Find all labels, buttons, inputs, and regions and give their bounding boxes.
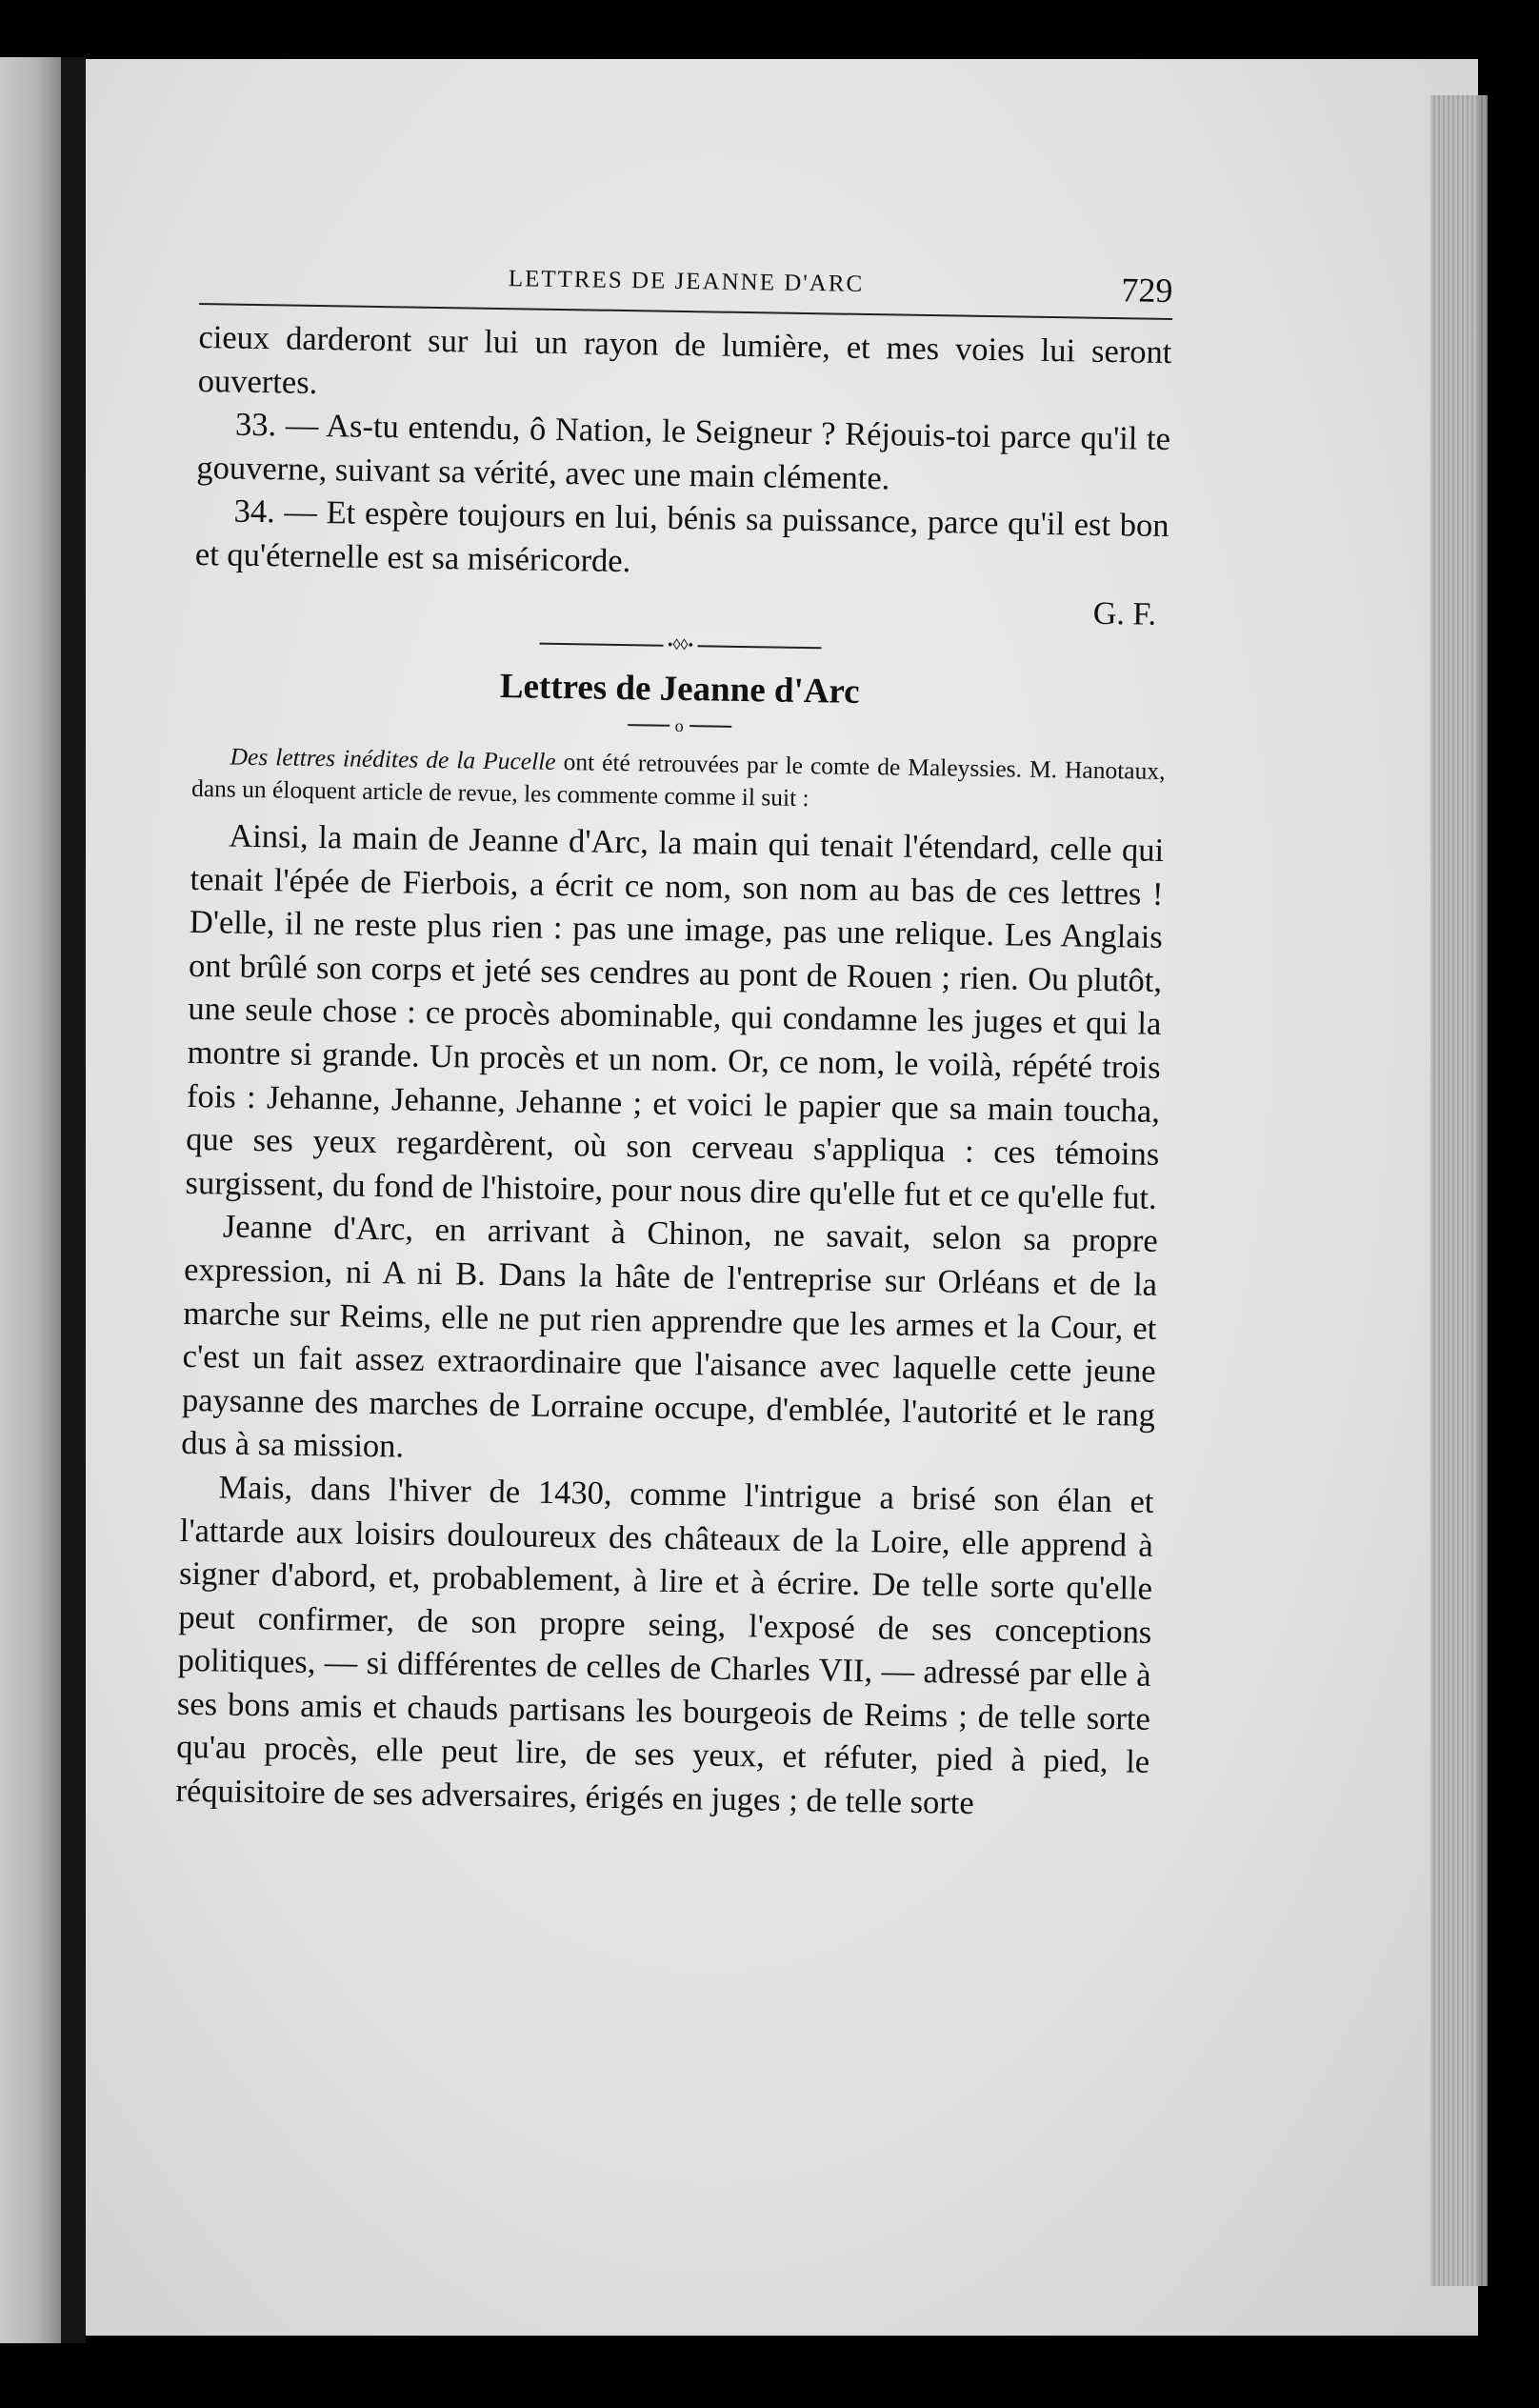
book-gutter: [61, 57, 86, 2343]
intro-italic: Des lettres inédites de la Pucelle: [230, 742, 556, 775]
facing-page-edge: [0, 57, 61, 2343]
page-stack-edge: [1430, 95, 1488, 2286]
article-intro: [191, 740, 1166, 820]
verse-34: 34. — Et espère toujours en lui, bénis sa puissance, parce qu'il est bon et qu'éternelle est sa miséricorde.: [194, 492, 1169, 579]
small-rule-glyph: o: [674, 716, 684, 736]
body-paragraph-2: Jeanne d'Arc, en arrivant à Chinon, ne savait, selon sa propre expression, ni A ni B. Dans la hâte de l'entreprise sur Orléans et de la marche sur Reims, elle ne put rien apprendre que les armes et la Cour, et c'est un fait assez extraordinaire que l'aisance avec laquelle cette jeune paysanne des marches de Lorraine occupe, d'emblée, l'autorité et le rang dus à sa mission.: [180, 1208, 1159, 1465]
page-number: 729: [1121, 271, 1173, 311]
page-text-block: [175, 248, 1173, 1829]
article-body: [175, 814, 1164, 1829]
continuation-paragraph: cieux darderont sur lui un rayon de lumière, et mes voies lui seront ouvertes.: [197, 318, 1172, 401]
small-rule-right: [690, 725, 731, 728]
body-paragraph-3: Mais, dans l'hiver de 1430, comme l'intrigue a brisé son élan et l'attarde aux loisirs douloureux des châteaux de la Loire, elle apprend à signer d'abord, et, probablement, à lire et à écrire. De telle sorte qu'elle peut confirmer, de son propre seing, l'exposé de ses conceptions politiques, — si différentes de celles de Charles VII, — adressé par elle à ses bons amis et chauds partisans les bourgeois de Reims ; de telle sorte qu'au procès, elle peut lire, de ses yeux, et réfuter, pied à pied, le réquisitoire de ses adversaires, érigés en juges ; de telle sorte: [175, 1469, 1154, 1822]
signature-initials: G. F.: [1092, 595, 1157, 632]
small-rule-left: [628, 724, 670, 727]
running-title: LETTRES DE JEANNE D'ARC: [508, 266, 865, 297]
ornament-rule-left: [540, 643, 664, 647]
ornament-rule-right: [697, 646, 821, 650]
ornament-glyph: •◊◊•: [667, 637, 694, 654]
intro-rest: ont été retrouvées par le comte de Maleyssies. M. Hanotaux, dans un éloquent article de revue, les commente comme il suit :: [190, 747, 1166, 813]
verse-33: 33. — As-tu entendu, ô Nation, le Seigneur ? Réjouis-toi parce qu'il te gouverne, suivant sa vérité, avec une main clémente.: [196, 406, 1171, 496]
body-paragraph-1: Ainsi, la main de Jeanne d'Arc, la main qui tenait l'étendard, celle qui tenait l'épée de Fierbois, a écrit ce nom, son nom au bas de ces lettres ! D'elle, il ne reste plus rien : pas une image, pas une relique. Les Anglais ont brûlé son corps et jeté ses cendres au pont de Rouen ; rien. Ou plutôt, une seule chose : ce procès abominable, qui condamne les juges et qui la montre si grande. Un procès et un nom. Or, ce nom, le voilà, répété trois fois : Jehanne, Jehanne, Jehanne ; et voici le papier que sa main toucha, que ses yeux regardèrent, où son cerveau s'appliqua : ces témoins surgissent, du fond de l'histoire, pour nous dire qu'elle fut et ce qu'elle fut.: [185, 817, 1165, 1216]
article-title: Lettres de Jeanne d'Arc: [499, 667, 860, 712]
